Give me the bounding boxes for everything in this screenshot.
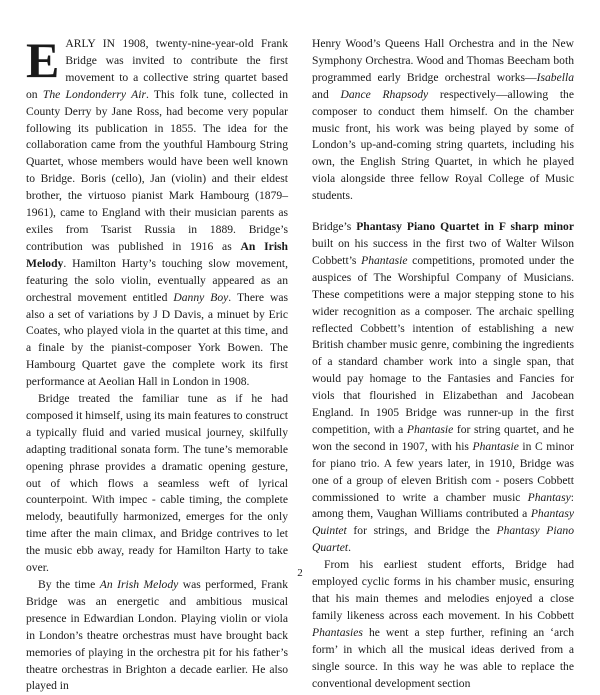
work-title: The Londonderry Air: [42, 87, 146, 101]
work-title: An Irish Melody: [99, 578, 179, 591]
text-run: . Hamilton Harty’s touching slow movement, featuring the solo violin, eventually appeared as an orchestral movement entitled: [26, 256, 288, 304]
text-run: respectively—allowing the composer to conduct them himself. On the chamber music front, his work was being played by some of London’s up-and-coming string quartets, including his own, the English String Quartet, in which he played viola alongside three fellow Royal College of Music students.: [312, 87, 575, 203]
text-run: in C minor for piano trio. A few years later, in 1910, Bridge was one of a group of eleven British com - posers Cobbett commissioned to write a chamber music: [312, 439, 575, 504]
text-run: was performed, Frank Bridge was an energetic and ambitious musical presence in Edwardian London. Playing violin or viola in London’s theatre orchestras must have brought back memories of playing in the orchestra pit for his father’s theatre orchestras in Brighton a decade earlier. He also played in: [26, 578, 288, 693]
text-run: . This folk tune, collected in County Derry by Jane Ross, had become very popular following its publication in 1855. The idea for the collaboration came from the youthful Hambourg String Quartet, whose members would have been well known to Bridge. Boris (cello), Jan (violin) and their eldest brother, the virtuoso pianist Mark Hambourg (1879–1961), came to England with their musician parents as exiles from Tsarist Russia in 1889. Bridge’s contribution was published in 1916 as: [26, 87, 289, 253]
work-title: Phantasy Piano Quartet: [312, 524, 574, 555]
drop-cap: E: [26, 32, 60, 88]
work-title: Phantasies: [312, 625, 363, 639]
paragraph: [26, 577, 288, 695]
work-title: Danny Boy: [173, 290, 229, 304]
text-run: and: [312, 87, 341, 101]
work-title: Phantasie: [361, 253, 408, 267]
work-title: Phantasy: [527, 490, 571, 504]
text-run: competitions, promoted under the auspices of The Worshipful Company of Musicians. These competitions were a major stepping stone to his wider recognition as a composer. The archaic spelling reflected Cobbett’s intention of establishing a new British chamber music genre, combining the ingredients of a standard chamber work into a single span, that would pay homage to the Fantasies and Fancies for viols that flourished in Elizabethan and Jacobean England. In 1905 Bridge was runner-up in the first competition, with a: [312, 253, 574, 436]
text-run: he went a step further, refining an ‘arch form’ in which all the musical ideas derived from a single source. In this way he was able to replace the conventional development section: [312, 625, 574, 690]
text-run: .: [348, 541, 351, 555]
paragraph: Bridge treated the familiar tune as if he had composed it himself, using its main features to construct a typically fluid and varied musical journey, skilfully adapting traditional sonata form. The tune’s memorable opening phrase provides a dramatic opening gesture, out of which flows a seamless weft of lyrical counterpoint. With impec - cable timing, the complete melody, beautifully harmonized, emerges for the only time after the main climax, and Bridge contrives to let the music ebb away, ready for Hamilton Harty to take over.: [26, 392, 288, 575]
text-run: : among them, Vaughan Williams contributed a: [312, 490, 574, 521]
work-title: Dance Rhapsody: [340, 87, 429, 101]
text-run: for string quartet, and he won the second in 1907, with his: [312, 422, 574, 453]
page-number: 2: [297, 567, 303, 579]
text-run: . There was also a set of variations by J D Davis, a minuet by Eric Coates, who played viola in the quartet at this time, and a finale by the pianist-composer York Bowen. The Hambourg Quartet gave the complete work its first performance at Aeolian Hall in London in 1908.: [26, 290, 288, 389]
text-run: Bridge’s: [312, 220, 357, 234]
text-run: Henry Wood’s Queens Hall Orchestra and in the New Symphony Orchestra. Wood and Thomas Beecham both programmed early Bridge orchestral works—: [312, 37, 574, 84]
paragraph: [312, 36, 574, 205]
text-run: By the time: [38, 578, 100, 591]
work-title: Phantasie: [472, 439, 519, 453]
text-run: From his earliest student efforts, Bridge had employed cyclic forms in his chamber music, ensuring that his main themes and melodies enjoyed a close family likeness across each movement. In his Cobbett: [312, 558, 574, 622]
work-title-bold: An Irish Melody: [26, 239, 289, 270]
work-title: Isabella: [536, 70, 574, 84]
text-run: , twenty-nine-year-old Frank Bridge was invited to contribute the first movement to a collective string quartet based on: [26, 37, 289, 101]
work-title: Phantasie: [406, 422, 454, 436]
text-run: for strings, and Bridge the: [346, 524, 497, 538]
left-column: [26, 32, 289, 695]
paragraph: [26, 32, 289, 391]
work-title: Phantasy Quintet: [312, 507, 574, 538]
right-column: [312, 36, 574, 692]
paragraph: [312, 219, 574, 557]
work-title-bold: Phantasy Piano Quartet in F sharp minor: [356, 220, 574, 234]
lead-in-text: ARLY IN 1908: [65, 37, 146, 50]
text-run: built on his success in the first two of Walter Wilson Cobbett’s: [312, 236, 574, 267]
